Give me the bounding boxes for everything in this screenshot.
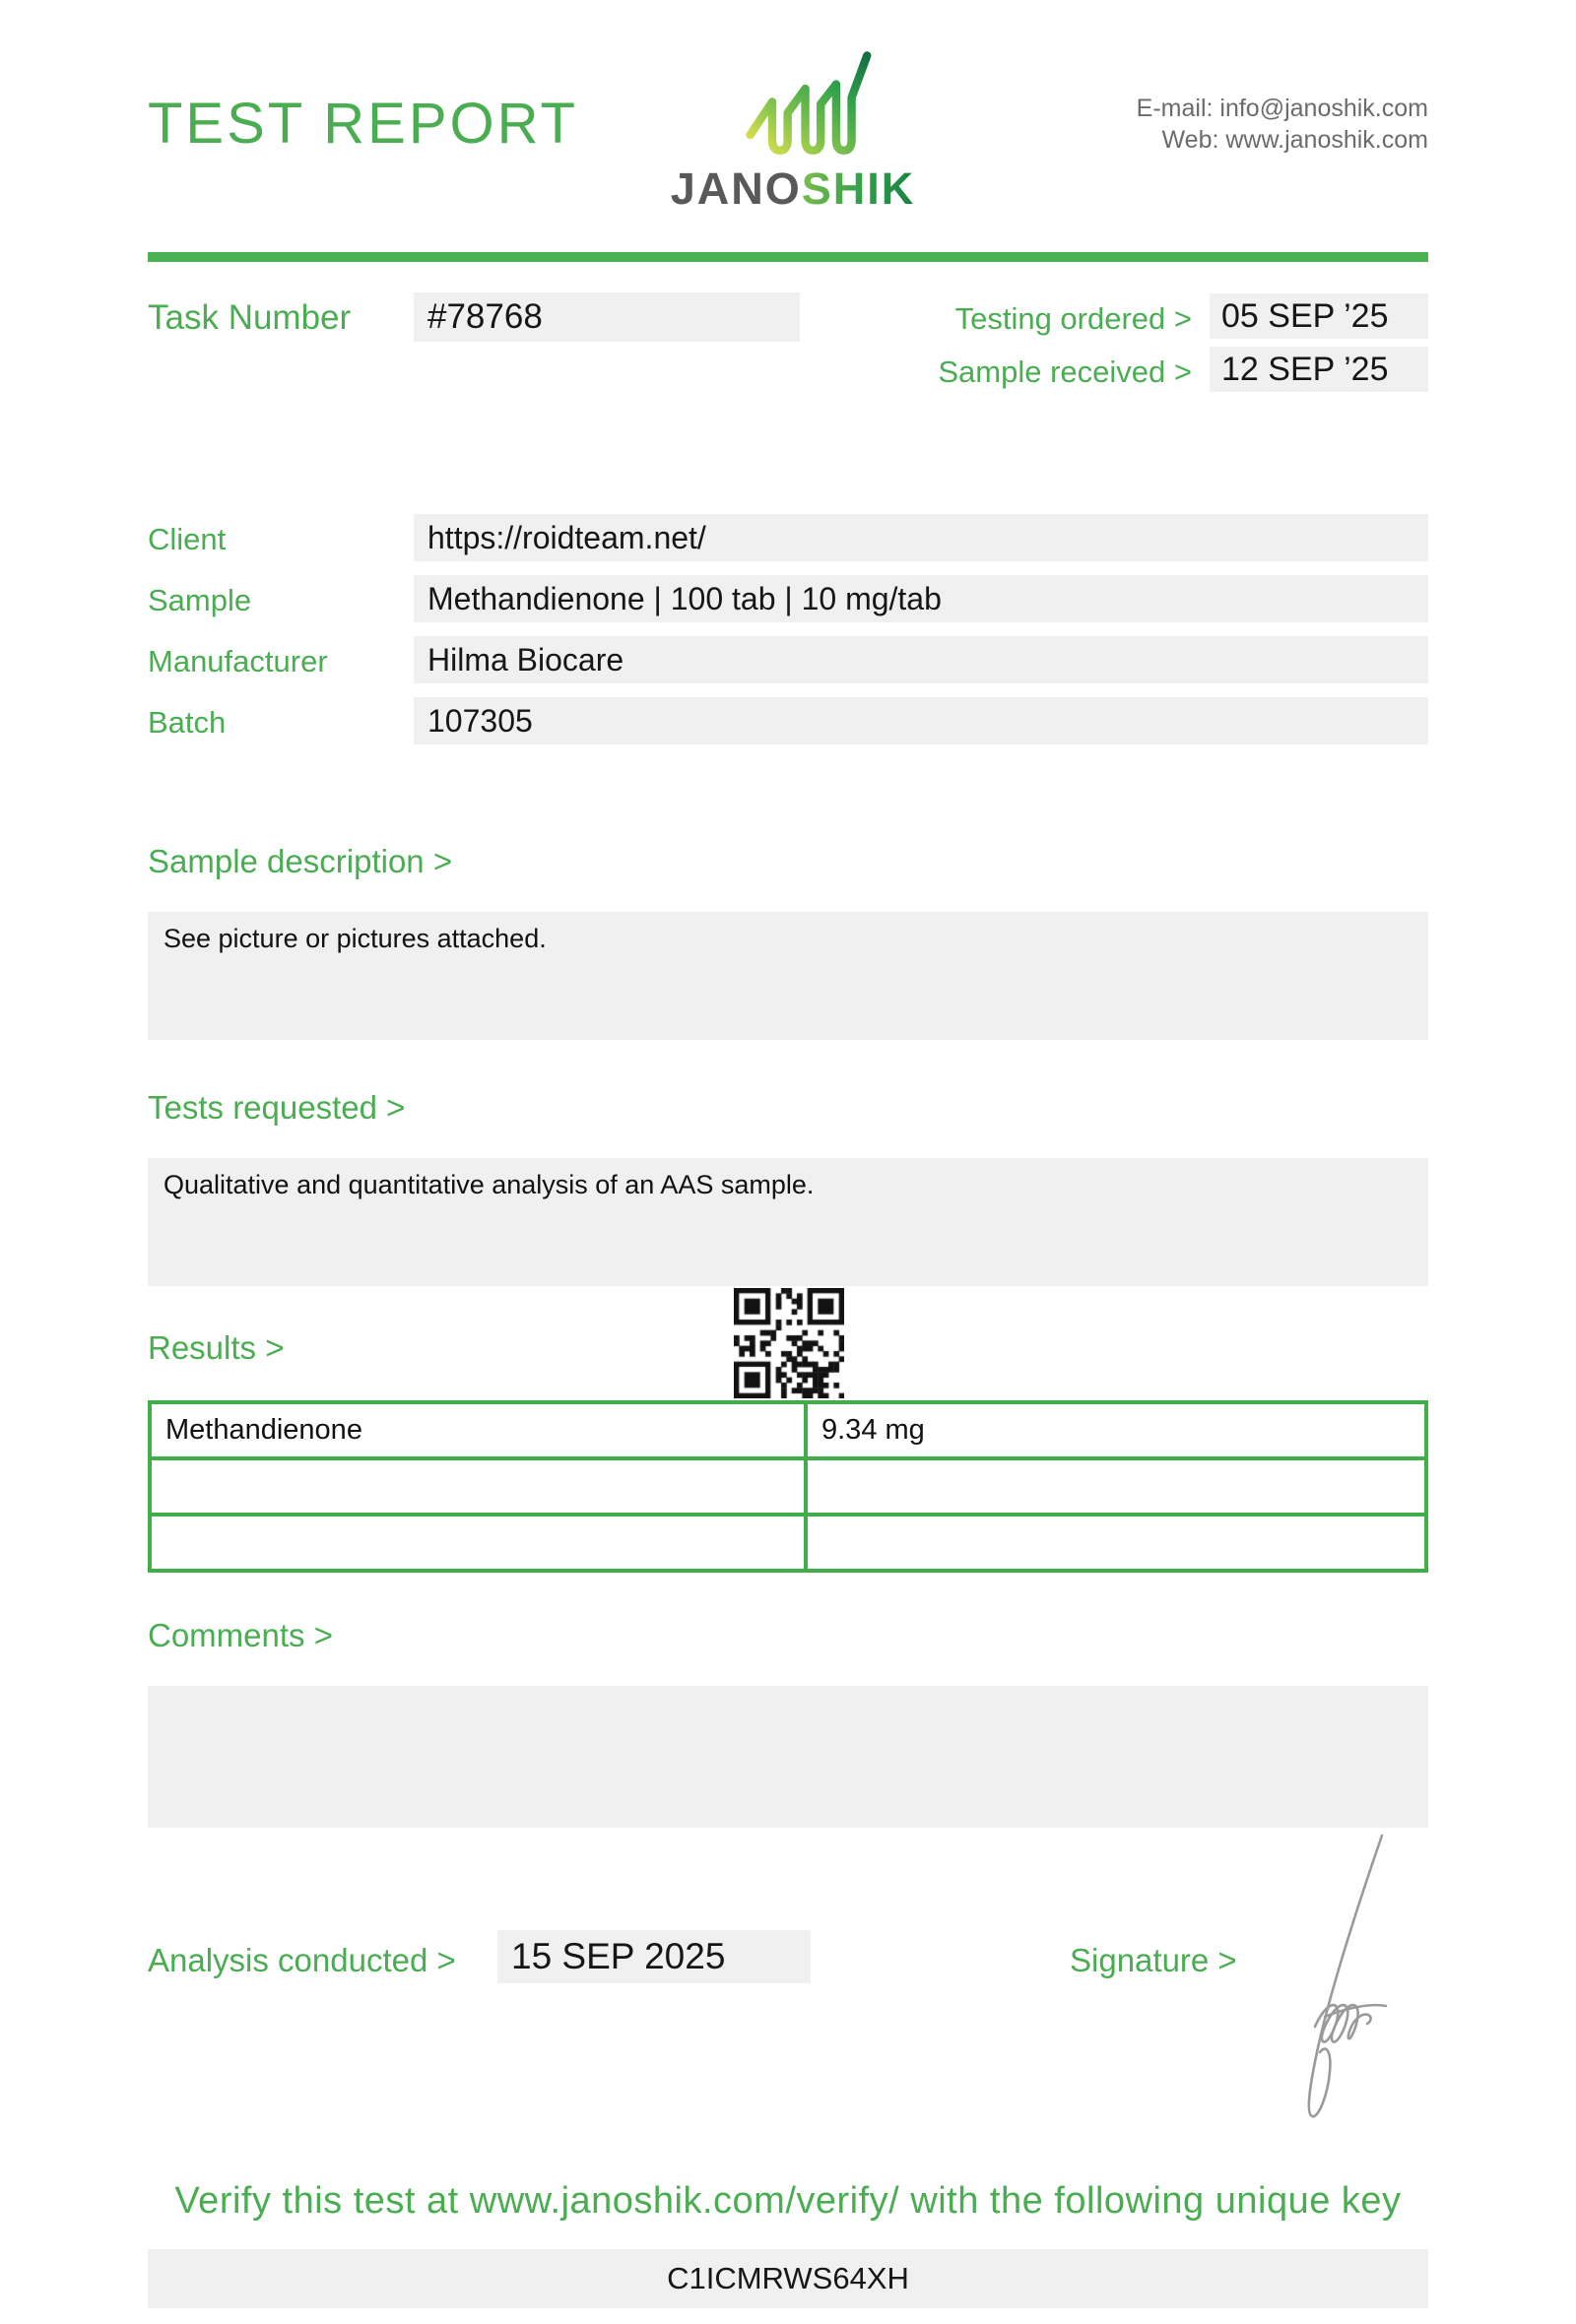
page-title: TEST REPORT — [148, 92, 578, 156]
qr-code — [734, 1288, 844, 1398]
logo-wordmark — [630, 163, 955, 215]
task-number-value: #78768 — [414, 292, 800, 342]
sample-value: Methandienone | 100 tab | 10 mg/tab — [414, 575, 1428, 622]
sample-description-box — [148, 912, 1428, 1040]
testing-ordered-label: Testing ordered > — [954, 301, 1192, 336]
result-amount: 9.34 mg — [806, 1402, 1426, 1458]
logo-text-green: SHIK — [801, 163, 916, 214]
header-divider — [148, 252, 1428, 262]
verify-instruction: Verify this test at www.janoshik.com/verify/ with the following unique key — [174, 2180, 1402, 2222]
sample-label: Sample — [148, 583, 252, 617]
sample-received-value: 12 SEP ’25 — [1210, 347, 1428, 392]
batch-value: 107305 — [414, 697, 1428, 744]
task-number-label: Task Number — [148, 298, 352, 337]
tests-requested-text: Qualitative and quantitative analysis of an AAS sample. — [164, 1170, 815, 1199]
comments-heading: Comments > — [148, 1617, 333, 1653]
result-substance: Methandienone — [150, 1402, 806, 1458]
manufacturer-value: Hilma Biocare — [414, 636, 1428, 683]
tests-requested-heading: Tests requested > — [148, 1089, 406, 1126]
result-substance — [150, 1515, 806, 1571]
table-row — [150, 1515, 1426, 1571]
client-label: Client — [148, 522, 227, 556]
contact-block — [985, 93, 1428, 156]
results-table — [148, 1400, 1428, 1573]
analysis-conducted-date: 15 SEP 2025 — [497, 1930, 811, 1983]
batch-label: Batch — [148, 705, 227, 740]
result-substance — [150, 1458, 806, 1515]
comments-box — [148, 1686, 1428, 1828]
contact-email: E-mail: info@janoshik.com — [1136, 95, 1428, 122]
manufacturer-label: Manufacturer — [148, 644, 328, 678]
result-amount — [806, 1515, 1426, 1571]
sample-description-text: See picture or pictures attached. — [164, 924, 547, 953]
unique-key-value: C1ICMRWS64XH — [148, 2249, 1428, 2308]
signature-label: Signature > — [1070, 1942, 1237, 1978]
testing-ordered-value: 05 SEP ’25 — [1210, 293, 1428, 339]
table-row — [150, 1402, 1426, 1458]
client-value: https://roidteam.net/ — [414, 514, 1428, 561]
sample-received-label: Sample received > — [938, 355, 1192, 389]
signature-image — [1266, 1822, 1433, 2132]
sample-description-heading: Sample description > — [148, 843, 453, 879]
table-row — [150, 1458, 1426, 1515]
results-heading: Results > — [148, 1329, 285, 1366]
analysis-conducted-label: Analysis conducted > — [148, 1942, 456, 1978]
contact-web: Web: www.janoshik.com — [1161, 126, 1428, 154]
tests-requested-box — [148, 1158, 1428, 1286]
logo-text-gray: JANO — [670, 163, 802, 214]
logo-chart-icon — [731, 51, 888, 166]
result-amount — [806, 1458, 1426, 1515]
